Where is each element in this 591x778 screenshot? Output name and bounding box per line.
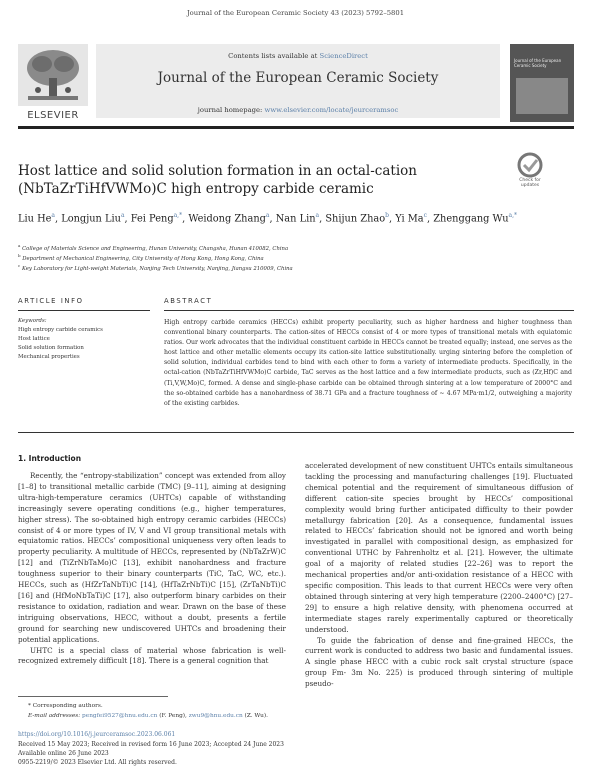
author-affil-sup: a (265, 212, 270, 219)
email-link-wu[interactable]: zwu9@hnu.edu.cn (188, 713, 243, 719)
affil-sup: b (18, 253, 21, 258)
author-affil-sup: a (51, 212, 55, 219)
available-online: Available online 26 June 2023 (18, 750, 109, 757)
author-name[interactable]: Longjun Liu (61, 213, 121, 225)
abstract-rule (164, 310, 574, 311)
author-list: Liu He$^a$, Longjun Liu$^a$, Fei Peng$^{a,*}$, Weidong Zhang$^a$, Nan Lin$^a$, Shijun Zhao$^b$, Yi Ma$^c$, Zhenggang $Wu^{a,*}$ (18, 212, 518, 225)
elsevier-tree-icon (18, 44, 88, 106)
keyword: Host lattice (18, 336, 50, 342)
email-line (28, 713, 268, 719)
section-heading-introduction: 1. Introduction (18, 454, 82, 463)
email-link-peng[interactable]: pengfei9527@hnu.edu.cn (82, 713, 158, 719)
publisher-wordmark: ELSEVIER (27, 110, 79, 121)
email-who: (F. Peng), (157, 713, 189, 719)
cover-title: Journal of the European Ceramic Society (514, 58, 562, 68)
author-affil-sup: c (423, 212, 427, 219)
author-name[interactable]: Shijun Zhao (325, 213, 386, 225)
article-title-line1: Host lattice and solid solution formation in an octal-cation (18, 163, 417, 179)
running-header: Journal of the European Ceramic Society 43 (2023) 5792–5801 (186, 9, 405, 17)
affiliation-c (18, 263, 558, 272)
footnote-rule (18, 696, 168, 697)
affil-sup: a (18, 243, 21, 248)
sciencedirect-link[interactable]: ScienceDirect (319, 52, 368, 60)
email-label: E-mail addresses: (28, 713, 83, 719)
email-who: (Z. Wu). (242, 713, 268, 719)
journal-title[interactable]: Journal of the European Ceramic Society (157, 70, 439, 86)
right-column (305, 461, 573, 690)
author-affil-sup: b (385, 212, 389, 219)
check-label-line1: Check for (519, 178, 541, 183)
author-name[interactable]: Liu He (18, 213, 52, 225)
affiliation-b (18, 253, 558, 262)
homepage-prefix: journal homepage: (197, 106, 265, 114)
check-label-line2: updates (520, 183, 540, 188)
abstract-text: High entropy carbide ceramics (HECCs) exhibit property peculiarity, such as higher hardness and higher toughness than conventional binary counterparts. The cation-sites of HECCs consist of 4 or more types of transitional metals with equiatomic ratios. Our work advocates that the individual constituent carbide in HECCs cannot be treated equally; instead, one serves as the host lattice and other metallic elements occupy its cation-site lattice substitutionally. urging sintering before the completion of solid solution, individual carbides tend to bind with each other to form a variety of intermediate products. Specifically, in the octal-cation (NbTaZrTiHfVWMo)C carbide, TaC serves as the host lattice and a few intermediate products, such as (Zr,Hf)C and (Ti,V,W,Mo)C, formed. A dense and single-phase carbide can be obtained through sintering at a low temperature of 2000°C and the so-obtained carbide has a nanohardness of 38.71 GPa and a fracture toughness of ~ 4.67 MPa·m1/2, outweighing a majority of the existing carbides. (164, 319, 572, 407)
author-name[interactable]: Zhenggang Wu (433, 213, 509, 225)
corresponding-note: * Corresponding authors. (28, 703, 103, 709)
doi-link[interactable] (18, 731, 175, 738)
affil-sup: c (18, 263, 21, 268)
author-name[interactable]: Weidong Zhang (188, 213, 266, 225)
author-name[interactable]: Fei Peng (130, 213, 174, 225)
doi-text[interactable]: https://doi.org/10.1016/j.jeurceramsoc.2023.06.061 (18, 731, 176, 738)
contents-prefix: Contents lists available at (228, 52, 320, 60)
homepage-line (96, 106, 500, 114)
intro-paragraph-2: UHTC is a special class of material whose fabrication is well-recognized extremely difficult [18]. There is a general cognition that (18, 645, 286, 666)
intro-paragraph-4: To guide the fabrication of dense and fine-grained HECCs, the current work is conducted to address two basic and fundamental issues. A single phase HECC with a cubic rock salt crystal structure (space group Fm- 3m No. 225) is produced through sintering of multiple pseudo- (305, 635, 573, 689)
journal-cover-image[interactable] (510, 44, 574, 122)
affiliation-a (18, 243, 558, 252)
keywords-label: Keywords: (18, 318, 47, 324)
author-name[interactable]: Yi Ma (395, 213, 424, 225)
article-info-heading: ARTICLE INFO (18, 297, 84, 305)
copyright: 0955-2219/© 2023 Elsevier Ltd. All rights reserved. (18, 759, 177, 766)
author-affil-sup: a,* (173, 212, 183, 219)
left-column (18, 471, 286, 667)
article-info-rule (18, 310, 150, 311)
abstract-heading: ABSTRACT (164, 297, 213, 305)
cover-picture (516, 78, 568, 114)
author-affil-sup: a,* (508, 212, 518, 219)
author-affil-sup: a (120, 212, 125, 219)
article-title-line2: (NbTaZrTiHfVWMo)C high entropy carbide ceramic (18, 181, 374, 197)
author-name[interactable]: Nan Lin (275, 213, 316, 225)
affil-text: Department of Mechanical Engineering, City University of Hong Kong, Hong Kong, China (22, 255, 264, 262)
article-title (18, 162, 488, 198)
received-dates: Received 15 May 2023; Received in revised form 16 June 2023; Accepted 24 June 2023 (18, 741, 284, 748)
keyword: Mechanical properties (18, 354, 80, 360)
affil-text: College of Materials Science and Engineering, Hunan University, Changsha, Hunan 410082, China (22, 245, 289, 252)
abstract-bottom-rule (18, 432, 574, 433)
author-affil-sup: a (315, 212, 320, 219)
affil-text: Key Laboratory for Light-weight Materials, Nanjing Tech University, Nanjing, Jiangsu 210009, China (21, 265, 293, 272)
header-rule (18, 126, 574, 129)
keyword: Solid solution formation (18, 345, 84, 351)
contents-line (96, 52, 500, 60)
intro-paragraph-1: Recently, the “entropy-stabilization” concept was extended from alloy [1–8] to transitional metallic carbide (TMC) [9–11], aiming at designing ultra-high-temperature ceramics (UHTCs) capable of withstanding increasingly severe operating conditions (e.g., higher temperatures, higher stress). The so-obtained high entropy ceramic carbides (HECCs) consist of 4 or more types of IV, V and VI group transitional metals with equiatomic ratios. HECCs’ compositional uniqueness very often leads to property peculiarity. A multitude of HECCs, represented by (NbTaZrW)C [12] and (TiZrNbTaMo)C [13], exhibit nanohardness and fracture toughness superior to their binary counterparts (TiC, TaC, WC, etc.). HECCs, such as (HfZrTaNbTi)C [14], (HfTaZrNbTi)C [15], (ZrTaNbTi)C [16] and (HfMoNbTaTi)C [17], also outperform binary carbides on their resistance to oxidation, radiation and wear. Drawn on the base of these intriguing observations, HECC, without a doubt, presents a fertile ground for searching new undiscovered UHTCs and broadening their potential applications. (18, 471, 286, 644)
keyword: High entropy carbide ceramics (18, 327, 103, 333)
intro-paragraph-3: accelerated development of new constituent UHTCs entails simultaneous tackling the processing and manufacturing challenges [19]. Fluctuated chemical potential and the requirement of simultaneous diffusion of different cation-site species brought by HECCs’ compositional complexity would bring further anticipated difficulty to their powder metallurgy fabrication [20]. As a consequence, fundamental issues related to HECCs’ fabrication should not be ignored and worth being investigated in parallel with compositional design, as emphasized for conventional UTHC by Fahrenholtz et al. [21]. However, the ultimate goal of a majority of related studies [22–26] was to report the mechanical properties and/or anti-oxidation resistance of a HECC with specific composition. This leads to that current HECCs were very often obtained through sintering at very high temperature (2200–2400°C) [27–29] to ensure a high relative density, with phenomena occurred at intermediate stages rarely experimentally captured or theoretically understood. (305, 461, 573, 634)
check-for-updates-label (506, 178, 554, 188)
homepage-link[interactable]: www.elsevier.com/locate/jeurceramsoc (264, 106, 399, 114)
